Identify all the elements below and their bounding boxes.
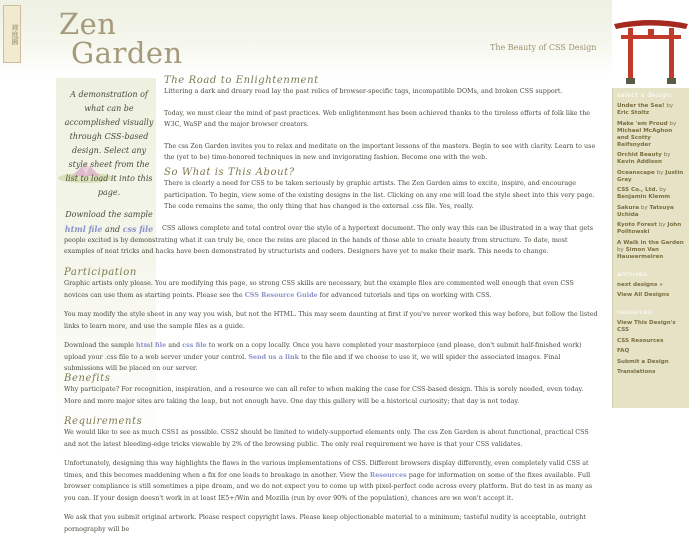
resource-item [617, 359, 685, 366]
by-text: by [666, 103, 674, 109]
section-about-continued [64, 223, 598, 258]
by-text: by [658, 222, 666, 228]
intro-and: and [105, 225, 121, 234]
sample-html-link[interactable]: html file [136, 341, 167, 349]
archives-heading: archives: [617, 269, 650, 278]
heading-road: The Road to Enlightenment [164, 75, 319, 86]
participation-p3-and: and [168, 341, 181, 349]
author-link[interactable]: Justin Gray [617, 169, 684, 183]
participation-p1-after: for advanced tutorials and tips on working with CSS. [319, 290, 492, 299]
by-text: by [640, 204, 648, 211]
design-link[interactable]: Oceanscape [617, 169, 655, 176]
design-list [613, 103, 689, 261]
section-about [164, 167, 598, 213]
resource-item [617, 320, 685, 334]
participation-paragraph-3 [64, 340, 598, 375]
translations-link[interactable]: Translations [617, 369, 656, 375]
archive-item [617, 292, 685, 299]
requirements-p2-after: page for information on some of the fixes available. Full browser compliance is still sometimes a pipe dream, and we do not expect you to come up with pixel-perfect code across every platform. But do test in as many as you can. If your design doesn't work in at least IE5+/Win and Mozilla (run by over 90% of the population), chances are we won't accept it. [64, 470, 593, 502]
archive-item [617, 282, 685, 289]
benefits-paragraph-1: Why participate? For recognition, inspiration, and a resource we can all refer to when making the case for CSS-based design. This is sorely needed, even today. More and more major sites are taking the leap, but not enough have. One day this gallery will be a historical curiosity; that day is not today. [64, 385, 584, 405]
view-all-designs-link[interactable]: View All Designs [617, 292, 670, 298]
author-link[interactable]: John Politowski [617, 222, 682, 235]
send-link-link[interactable]: Send us a link [248, 352, 300, 361]
design-item [617, 170, 685, 184]
resource-item [617, 338, 685, 345]
heading-requirements: Requirements [64, 416, 143, 427]
design-link[interactable]: CSS Co., Ltd. [617, 187, 658, 193]
torii-gate-icon [612, 18, 690, 84]
intro-html-link[interactable]: html file [64, 224, 103, 234]
about-paragraph-1: There is clearly a need for CSS to be taken seriously by graphic artists. The Zen Garden aims to excite, inspire, and encourage participation. To begin, view some of the existing designs in the list. Clicking on any one will load the style sheet into this very page. The code remains the same, the only thing that has changed is the external .css file. Yes, really. [164, 179, 595, 210]
participation-p1-text: Graphic artists only please. You are modifying this page, so strong CSS skills are necessary, but the example files are commented well enough that even CSS novices can use them as starting points. Please see the [64, 279, 574, 299]
submit-design-link[interactable]: Submit a Design [617, 358, 669, 365]
requirements-paragraph-3: We ask that you submit original artwork. Please respect copyright laws. Please keep objectionable material to a minimum; tasteful nudity is acceptable, outright pornography will be [64, 513, 586, 533]
design-item [617, 205, 685, 219]
section-requirements [64, 416, 598, 535]
resources-list [613, 320, 689, 376]
heading-about: So What is This About? [164, 167, 295, 178]
design-item [617, 187, 685, 201]
author-link[interactable]: Kevin Addison [617, 159, 662, 165]
participation-p3-a: Download the sample [64, 341, 134, 349]
design-link[interactable]: Under the Sea! [617, 103, 665, 109]
resource-item [617, 369, 685, 376]
intro-css-link[interactable]: css file [122, 224, 154, 234]
road-paragraph-3: The css Zen Garden invites you to relax and meditate on the important lessons of the masters. Begin to see with clarity. Learn to use the (yet to be) time-honored techniques in new and invigorating fashion. Become one with the web. [164, 141, 596, 161]
design-link[interactable]: Make 'em Proud [617, 120, 668, 127]
by-text: by [669, 120, 677, 127]
kanji-emblem: 禅庭園 [3, 5, 21, 63]
road-paragraph-1: Littering a dark and dreary road lay the past relics of browser-specific tags, incompatible DOMs, and broken CSS support. [164, 87, 563, 95]
logo-line-zen: Zen [59, 7, 117, 41]
by-text: by [663, 152, 671, 158]
resources-heading: resources: [617, 308, 654, 316]
faq-link[interactable]: FAQ [617, 348, 630, 354]
design-item [617, 222, 685, 236]
section-benefits [64, 373, 598, 407]
resources-link[interactable]: Resources [369, 470, 407, 479]
by-text: by [659, 187, 667, 193]
sample-css-link[interactable]: css file [182, 341, 207, 349]
heading-benefits: Benefits [64, 373, 111, 384]
requirements-paragraph-2 [64, 458, 598, 504]
site-logo [59, 7, 183, 70]
resource-item [617, 348, 685, 355]
css-resources-link[interactable]: CSS Resources [617, 337, 664, 344]
design-sidebar [612, 88, 689, 408]
site-tagline: The Beauty of CSS Design [490, 43, 597, 52]
participation-p3-c: to the file and if we choose to use it, we will spider the associated images. Final submissions will be placed on our server. [64, 352, 561, 372]
logo-line-garden: Garden [71, 36, 183, 70]
author-link[interactable]: Benjamin Klemm [617, 194, 671, 200]
requirements-paragraph-1: We would like to see as much CSS1 as possible. CSS2 should be limited to widely-supported elements only. The css Zen Garden is about functional, practical CSS and not the latest bleeding-edge tricks viewable by 2% of the browsing public. The only real requirement we have is that your CSS validates. [64, 428, 589, 448]
next-designs-link[interactable]: next designs » [617, 281, 663, 288]
section-road [164, 75, 598, 164]
author-link[interactable]: Eric Stoltz [617, 110, 650, 116]
archives-list [613, 282, 689, 300]
participation-paragraph-1 [64, 278, 598, 301]
design-link[interactable]: Kyoto Forest [617, 222, 657, 228]
about-paragraph-2: CSS allows complete and total control over the style of a hypertext document. The only way this can be illustrated in a way that gets people excited is by demonstrating what it can truly be, once the reins are placed in the hands of those able to create beauty from structure. To date, most examples of neat tricks and hacks have been demonstrated by structurists and coders. Designers have yet to make their mark. This needs to change. [64, 224, 593, 255]
design-item [617, 103, 685, 117]
author-link[interactable]: Michael McAghon and Scotty Reifsnyder [617, 127, 673, 148]
design-link[interactable]: A Walk in the Garden [617, 239, 684, 246]
intro-download-prefix: Download the sample [65, 210, 153, 219]
author-link[interactable]: Tatsuya Uchida [617, 204, 674, 218]
requirements-p2-before: Unfortunately, designing this way highlights the flaws in the various implementations of CSS. Different browsers display differently, even completely valid CSS at times, and this becomes maddening when a fix for one leads to breakage in another. View the [64, 459, 589, 479]
road-paragraph-2: Today, we must clear the mind of past practices. Web enlightenment has been achieved thanks to the tireless efforts of folk like the W3C, WaSP and the major browser creators. [164, 108, 591, 128]
by-text: by [617, 246, 624, 253]
design-link[interactable]: Orchid Beauty [617, 152, 662, 158]
author-link[interactable]: Simon Van Hauwermeiren [617, 246, 664, 260]
css-resource-guide-link[interactable]: CSS Resource Guide [244, 290, 318, 299]
participation-p3-b: to work on a copy locally. Once you have completed your masterpiece (and please, don't submit half-finished work) upload your .css file to a web server under your control. [64, 341, 582, 361]
design-item [617, 240, 685, 261]
design-link[interactable]: Sakura [617, 204, 640, 211]
design-item [617, 152, 685, 166]
participation-paragraph-2: You may modify the style sheet in any way you wish, but not the HTML. This may seem daunting at first if you've never worked this way before, but follow the listed links to learn more, and use the sample files as a guide. [64, 310, 598, 330]
design-item [617, 121, 685, 149]
heading-participation: Participation [64, 267, 137, 278]
intro-summary: A demonstration of what can be accomplished visually through CSS-based design. Select any style sheet from the list to load it into this page. [64, 90, 154, 197]
intro-text [64, 88, 154, 245]
select-design-heading: select a design: [617, 91, 673, 99]
view-css-link[interactable]: View This Design's CSS [617, 320, 676, 333]
by-text: by [656, 169, 664, 176]
section-participation [64, 267, 598, 375]
